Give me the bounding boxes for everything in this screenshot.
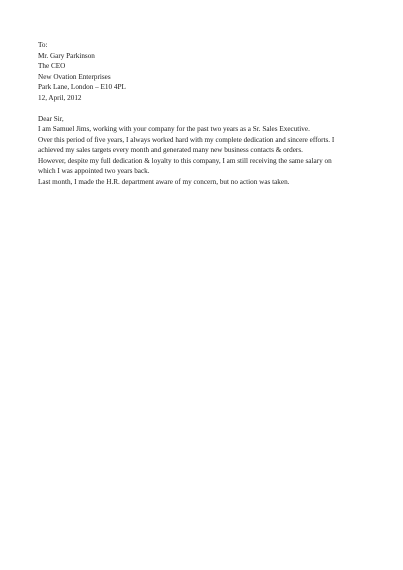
paragraph-2-line-2: achieved my sales targets every month and generated many new business contacts & orders.: [38, 146, 303, 154]
letter-body: [38, 40, 373, 187]
recipient-company: New Ovation Enterprises: [38, 72, 111, 81]
spacer: [38, 103, 373, 114]
recipient-title: The CEO: [38, 62, 66, 70]
intro-line: I am Samuel Jims, working with your company for the past two years as a Sr. Sales Executive.: [38, 125, 310, 133]
paragraph-4: Last month, I made the H.R. department aware of my concern, but no action was taken.: [38, 177, 290, 186]
salutation: Dear Sir,: [38, 114, 64, 123]
to-label: To:: [38, 41, 48, 49]
paragraph-3-line-1: However, despite my full dedication & loyalty to this company, I am still receiving the same salary on: [38, 156, 332, 165]
recipient-address: Park Lane, London – E10 4PL: [38, 83, 126, 91]
paragraph-3-line-2: which I was appointed two years back.: [38, 167, 150, 175]
letter-date: 12, April, 2012: [38, 93, 82, 102]
recipient-name: Mr. Gary Parkinson: [38, 51, 95, 60]
paragraph-2-line-1: Over this period of five years, I always worked hard with my complete dedication and sincere efforts. I: [38, 135, 335, 144]
